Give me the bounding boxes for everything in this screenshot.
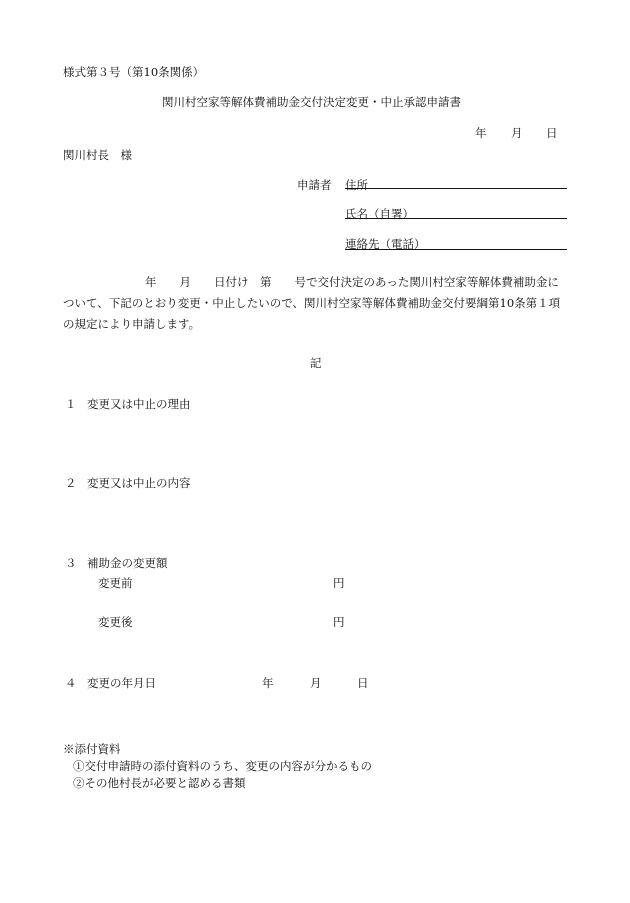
attachment-item-2: ②その他村長が必要と認める書類	[73, 776, 246, 790]
attachments-title: ※添付資料	[63, 742, 121, 756]
page-title: 関川村空家等解体費補助金交付決定変更・中止承認申請書	[162, 95, 461, 109]
change-day: 日	[357, 676, 369, 690]
item-number: ３	[65, 556, 77, 570]
ki-heading: 記	[310, 356, 322, 370]
amount-before-unit: 円	[333, 576, 345, 590]
address-field-line[interactable]	[345, 188, 567, 189]
applicant-label: 申請者	[297, 178, 332, 192]
body-line-3: の規定により申請します。	[63, 317, 201, 331]
attachment-item-1: ①交付申請時の添付資料のうち、変更の内容が分かるもの	[73, 759, 372, 773]
item-number: １	[65, 397, 77, 411]
contact-label: 連絡先（電話）	[345, 237, 426, 251]
body-line-2: ついて、下記のとおり変更・中止したいので、関川村空家等解体費補助金交付要綱第10条第１項	[63, 296, 561, 310]
name-label: 氏名（自署）	[345, 207, 414, 221]
amount-before-label: 変更前	[98, 576, 133, 590]
item-label: 変更又は中止の内容	[87, 476, 191, 490]
date-month: 月	[511, 126, 523, 140]
change-month: 月	[310, 676, 322, 690]
date-year: 年	[475, 126, 487, 140]
amount-after-label: 変更後	[98, 615, 133, 629]
body-line-1: 年 月 日付け 第 号で交付決定のあった関川村空家等解体費補助金に	[145, 275, 559, 289]
item-label: 変更の年月日	[87, 676, 156, 690]
item-number: ４	[65, 676, 77, 690]
item-label: 補助金の変更額	[87, 556, 168, 570]
item-number: ２	[65, 476, 77, 490]
item-label: 変更又は中止の理由	[87, 397, 191, 411]
address-label: 住所	[345, 178, 368, 192]
date-day: 日	[546, 126, 558, 140]
amount-after-unit: 円	[333, 615, 345, 629]
form-number: 様式第３号（第10条関係）	[63, 65, 205, 79]
addressee: 関川村長 様	[63, 148, 132, 162]
name-field-line[interactable]	[345, 218, 567, 219]
contact-field-line[interactable]	[345, 249, 567, 250]
change-year: 年	[262, 676, 274, 690]
